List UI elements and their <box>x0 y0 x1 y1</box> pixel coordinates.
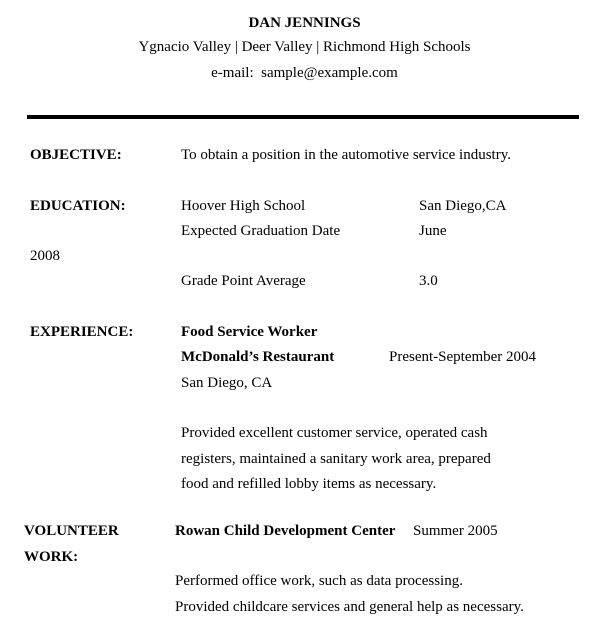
experience-heading: EXPERIENCE: <box>30 324 134 340</box>
education-heading: EDUCATION: <box>30 198 126 214</box>
job-title: Food Service Worker <box>181 324 318 340</box>
job-location: San Diego, CA <box>181 375 273 391</box>
graduation-year: 2008 <box>30 248 60 264</box>
email-address: sample@example.com <box>261 65 398 81</box>
education-school: Hoover High School <box>181 198 306 214</box>
job-description-line: food and refilled lobby items as necessary. <box>181 476 437 492</box>
job-description-line: Provided excellent customer service, operated cash <box>181 425 488 441</box>
job-dates: Present-September 2004 <box>389 349 537 365</box>
education-location: San Diego,CA <box>419 198 507 214</box>
objective-heading: OBJECTIVE: <box>30 147 122 163</box>
job-description-line: registers, maintained a sanitary work area, prepared <box>181 451 491 467</box>
resume-schools: Ygnacio Valley | Deer Valley | Richmond High Schools <box>138 39 471 55</box>
email-label: e-mail: <box>211 65 254 81</box>
graduation-month: June <box>419 223 447 239</box>
gpa-label: Grade Point Average <box>181 273 306 289</box>
resume-contact <box>0 64 609 82</box>
job-employer: McDonald’s Restaurant <box>181 349 335 365</box>
header-divider <box>27 115 579 119</box>
volunteer-description-line: Provided childcare services and general help as necessary. <box>175 599 524 615</box>
volunteer-dates: Summer 2005 <box>413 523 498 539</box>
graduation-label: Expected Graduation Date <box>181 223 341 239</box>
volunteer-org: Rowan Child Development Center <box>175 523 396 539</box>
objective-text: To obtain a position in the automotive service industry. <box>181 147 511 163</box>
volunteer-heading-cont: WORK: <box>24 549 79 565</box>
resume-name: DAN JENNINGS <box>248 15 361 31</box>
gpa-value: 3.0 <box>419 273 438 289</box>
volunteer-heading: VOLUNTEER <box>24 523 119 539</box>
volunteer-description-line: Performed office work, such as data processing. <box>175 573 463 589</box>
